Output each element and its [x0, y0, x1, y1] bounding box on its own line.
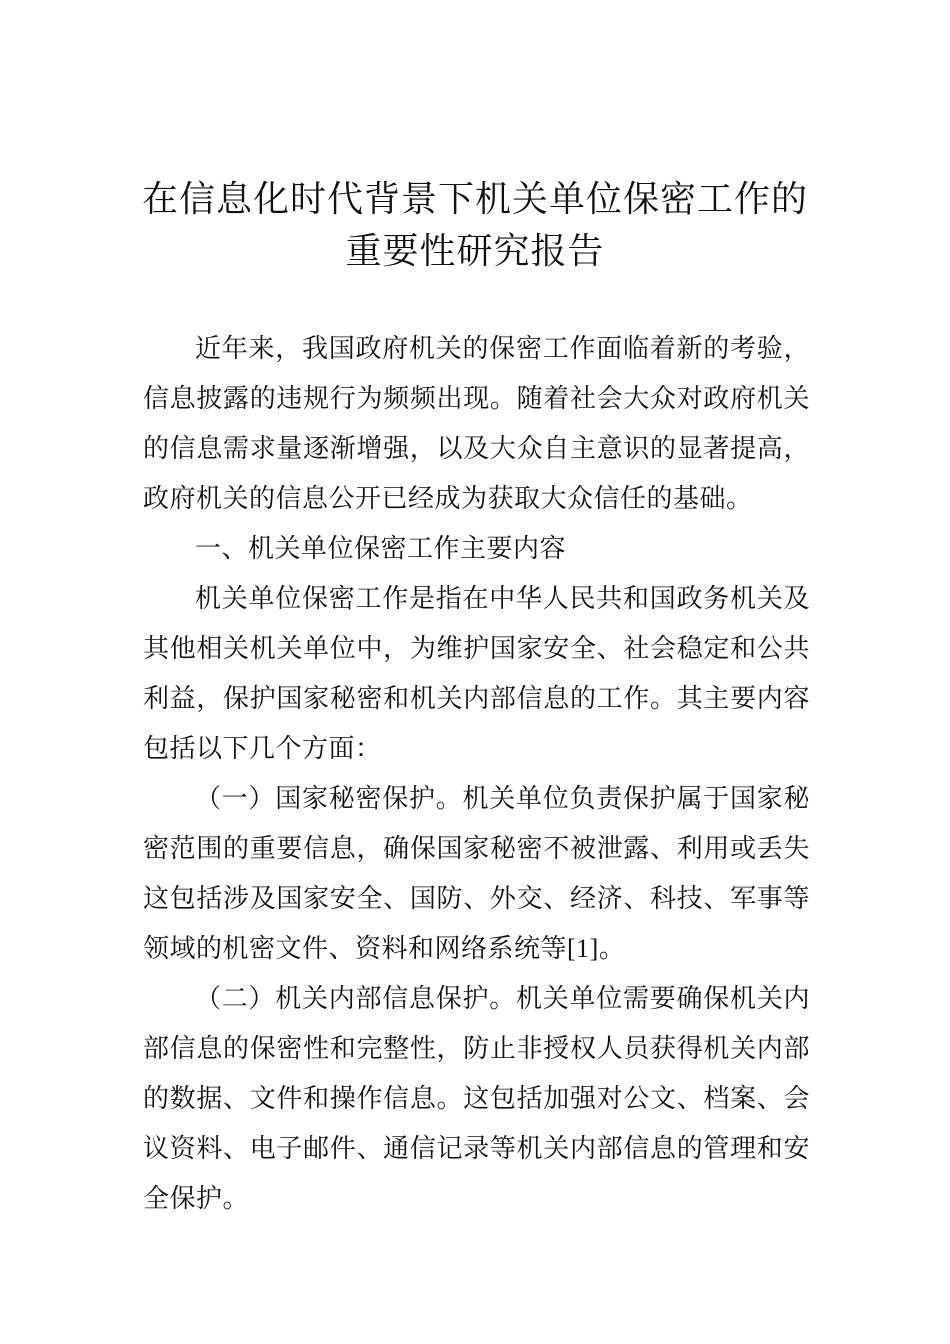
title-line-1: 在信息化时代背景下机关单位保密工作的 [141, 179, 808, 220]
citation-end-punct: 。 [598, 934, 626, 964]
document-title [120, 174, 830, 278]
citation-ref: [1] [567, 934, 599, 963]
paragraph-item-1 [143, 774, 810, 974]
section-heading: 一、机关单位保密工作主要内容 [195, 534, 567, 564]
paragraph-item-1-text: （一）国家秘密保护。机关单位负责保护属于国家秘密范围的重要信息，确保国家秘密不被泄露、利用或丢失这包括涉及国家安全、国防、外交、经济、科技、军事等领域的机密文件、资料和网络系统等 [143, 784, 810, 964]
paragraph-item-2: （二）机关内部信息保护。机关单位需要确保机关内部信息的保密性和完整性，防止非授权人员获得机关内部的数据、文件和操作信息。这包括加强对公文、档案、会议资料、电子邮件、通信记录等机关内部信息的管理和安全保护。 [143, 984, 810, 1214]
title-line-2: 重要性研究报告 [345, 231, 605, 272]
document-body [143, 324, 810, 1224]
paragraph-intro: 近年来，我国政府机关的保密工作面临着新的考验，信息披露的违规行为频频出现。随着社会大众对政府机关的信息需求量逐渐增强，以及大众自主意识的显著提高，政府机关的信息公开已经成为获取大众信任的基础。 [143, 334, 810, 514]
paragraph-definition: 机关单位保密工作是指在中华人民共和国政务机关及其他相关机关单位中，为维护国家安全、社会稳定和公共利益，保护国家秘密和机关内部信息的工作。其主要内容包括以下几个方面： [143, 584, 810, 764]
